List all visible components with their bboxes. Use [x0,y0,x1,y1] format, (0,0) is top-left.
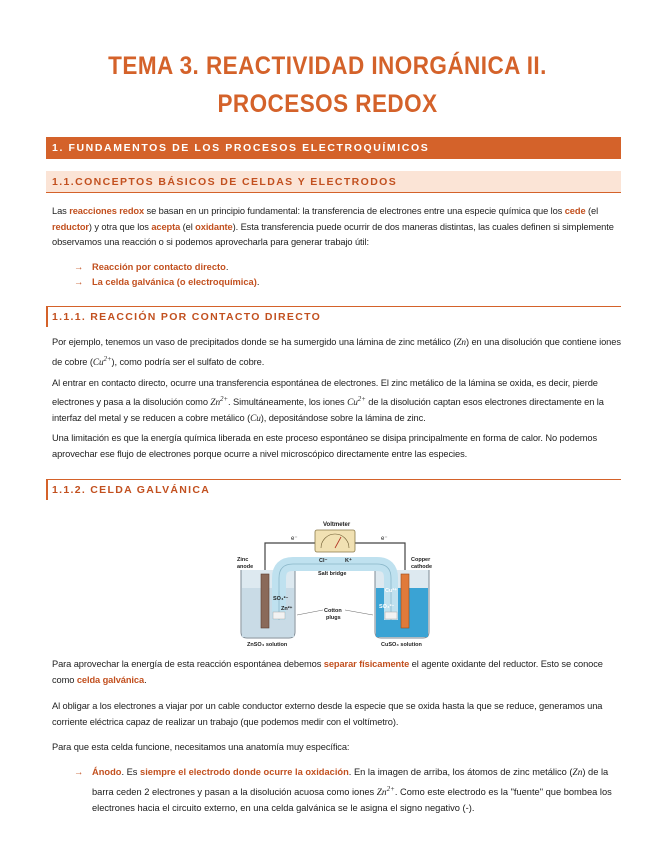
copper-cathode-label: Copper [411,557,431,563]
heading-text: 1.1.1. REACCIÓN POR CONTACTO DIRECTO [52,311,322,323]
copper-ion-label: Cu²⁺ [385,588,398,594]
text: el agente oxidante del reductor. Esto se conoce como [52,659,603,685]
text: . Como este electrodo es la "fuente" que bombea los electrones hacia el circuito externo, en una celda galvánica se le asigna el signo negativo (-). [92,786,612,814]
formula: Zn [572,768,583,778]
formula: Cu [347,397,358,408]
electron-label: e⁻ [381,536,388,542]
voltmeter-label: Voltmeter [323,522,351,528]
heading-marker [46,480,48,500]
text: ). Esta transferencia puede ocurrir de dos maneras distintas, las cuales definen si simplemente observamos una reacción o si podemos aprovecharla para generar trabajo útil: [52,221,614,247]
text: (el [585,206,599,216]
galvanic-paragraph-2: Al obligar a los electrones a viajar por un cable conductor externo desde la especie que se oxida hasta la que se reduce, generamos una corriente eléctrica capaz de realizar un trabajo (que podemos medir con el voltímetro). [52,701,603,727]
page-title-line2: PROCESOS REDOX [217,90,438,118]
zinc-anode-label: anode [237,564,254,570]
text: ), como podría ser el sulfato de cobre. [111,356,265,367]
formula-charge: 2+ [386,784,395,793]
formula-charge: 2+ [357,394,366,403]
heading-marker [46,307,48,327]
contact-paragraph-1 [52,335,622,371]
text: Las [52,206,70,216]
salt-bridge-label: Salt bridge [318,571,347,577]
section-heading-1-1: 1.1.CONCEPTOS BÁSICOS DE CELDAS Y ELECTRODOS [46,171,621,193]
electron-label: e⁻ [291,536,298,542]
text: se basan en un principio fundamental: la transferencia de electrones entre una especie química que los [144,206,565,216]
sulfate-label: SO₄²⁻ [273,596,289,602]
cotton-plugs-label: plugs [326,615,341,621]
text: Por ejemplo, tenemos un vaso de precipitados donde se ha sumergido una lámina de zinc metálico ( [52,337,457,347]
highlight-oxidacion: siempre el electrodo donde ocurre la oxidación [140,767,349,777]
potassium-label: K⁺ [345,558,352,564]
text: ) de la barra ceden 2 electrones y pasan a la disolución acuosa como iones [92,767,609,797]
contact-paragraph-3: Una limitación es que la energía química liberada en este proceso espontáneo se disipa principalmente en forma de calor. No podemos aprovechar ese flujo de electrones porque ocurre a nivel microscópico directamente entre las especies. [52,433,598,459]
formula-charge: 2+ [220,394,229,403]
arrow-icon: → [74,262,84,272]
section-heading-1-1-1 [46,306,621,326]
text: de la disolución captan esos electrones directamente en la interfaz del metal y se reducen a cobre metálico ( [52,396,604,424]
text: Para aprovechar la energía de esta reacción espontánea debemos [52,659,324,669]
copper-cathode-label: cathode [411,564,433,570]
highlight-separar: separar físicamente [323,659,410,669]
text: . En la imagen de arriba, los átomos de zinc metálico ( [348,767,573,777]
highlight-cede: cede [564,206,586,216]
heading-text: 1.1.2. CELDA GALVÁNICA [52,484,211,496]
text: . Simultáneamente, los iones [228,396,348,407]
page-title-line1: TEMA 3. REACTIVIDAD INORGÁNICA II. [108,52,547,80]
highlight-reductor: reductor [52,221,89,232]
formula: Zn [456,338,466,348]
text: ) en una disolución que contiene iones de cobre ( [52,337,621,367]
text: . Es [121,767,141,777]
highlight-reacciones-redox: reacciones redox [69,206,145,216]
contact-paragraph-2 [52,376,622,428]
bullet-label: Reacción por contacto directo [92,262,226,272]
galvanic-paragraph-3: Para que esta celda funcione, necesitamos una anatomía muy específica: [52,742,350,752]
anodo-bullet [74,765,622,817]
galvanic-paragraph-1 [52,657,622,688]
highlight-oxidante: oxidante [195,221,233,232]
intro-paragraph [52,204,622,251]
galvanic-cell-figure [233,508,433,648]
arrow-icon: → [74,767,84,777]
formula: Cu [92,357,104,368]
zinc-anode-label: Zinc [237,557,249,563]
zinc-anode [261,574,269,628]
bullet-label: Ánodo [92,767,122,777]
formula-charge: 2+ [103,354,112,363]
highlight-celda-galvanica: celda galvánica [76,674,145,685]
voltmeter-icon [315,530,355,552]
section-heading-1: 1. FUNDAMENTOS DE LOS PROCESOS ELECTROQUÍMICOS [46,137,621,159]
section-heading-1-1-2 [46,479,621,499]
sulfate-label: SO₄²⁻ [379,604,395,610]
text: . [144,674,147,685]
text: ), depositándose sobre la lámina de zinc. [260,413,426,424]
text: . [225,262,229,272]
znso4-label: ZnSO₄ solution [247,642,288,648]
text: ) y otra que los [88,221,152,232]
bullet-label: La celda galvánica (o electroquímica) [92,277,257,287]
arrow-icon: → [74,277,84,287]
cuso4-label: CuSO₄ solution [381,642,422,648]
text: (el [180,221,196,232]
formula: Zn [376,787,387,798]
cotton-plugs-label: Cotton [324,608,342,614]
highlight-acepta: acepta [151,221,181,232]
formula: Zn [210,397,220,408]
formula: Cu [250,414,261,425]
text: Al entrar en contacto directo, ocurre una transferencia espontánea de electrones. El zinc metálico de la lámina se oxida, es decir, pierde electrones y pasa a la disolución como [52,378,598,407]
zinc-ion-label: Zn²⁺ [281,606,293,612]
chloride-label: Cl⁻ [319,558,328,564]
copper-cathode [401,574,409,628]
text: . [256,277,260,287]
